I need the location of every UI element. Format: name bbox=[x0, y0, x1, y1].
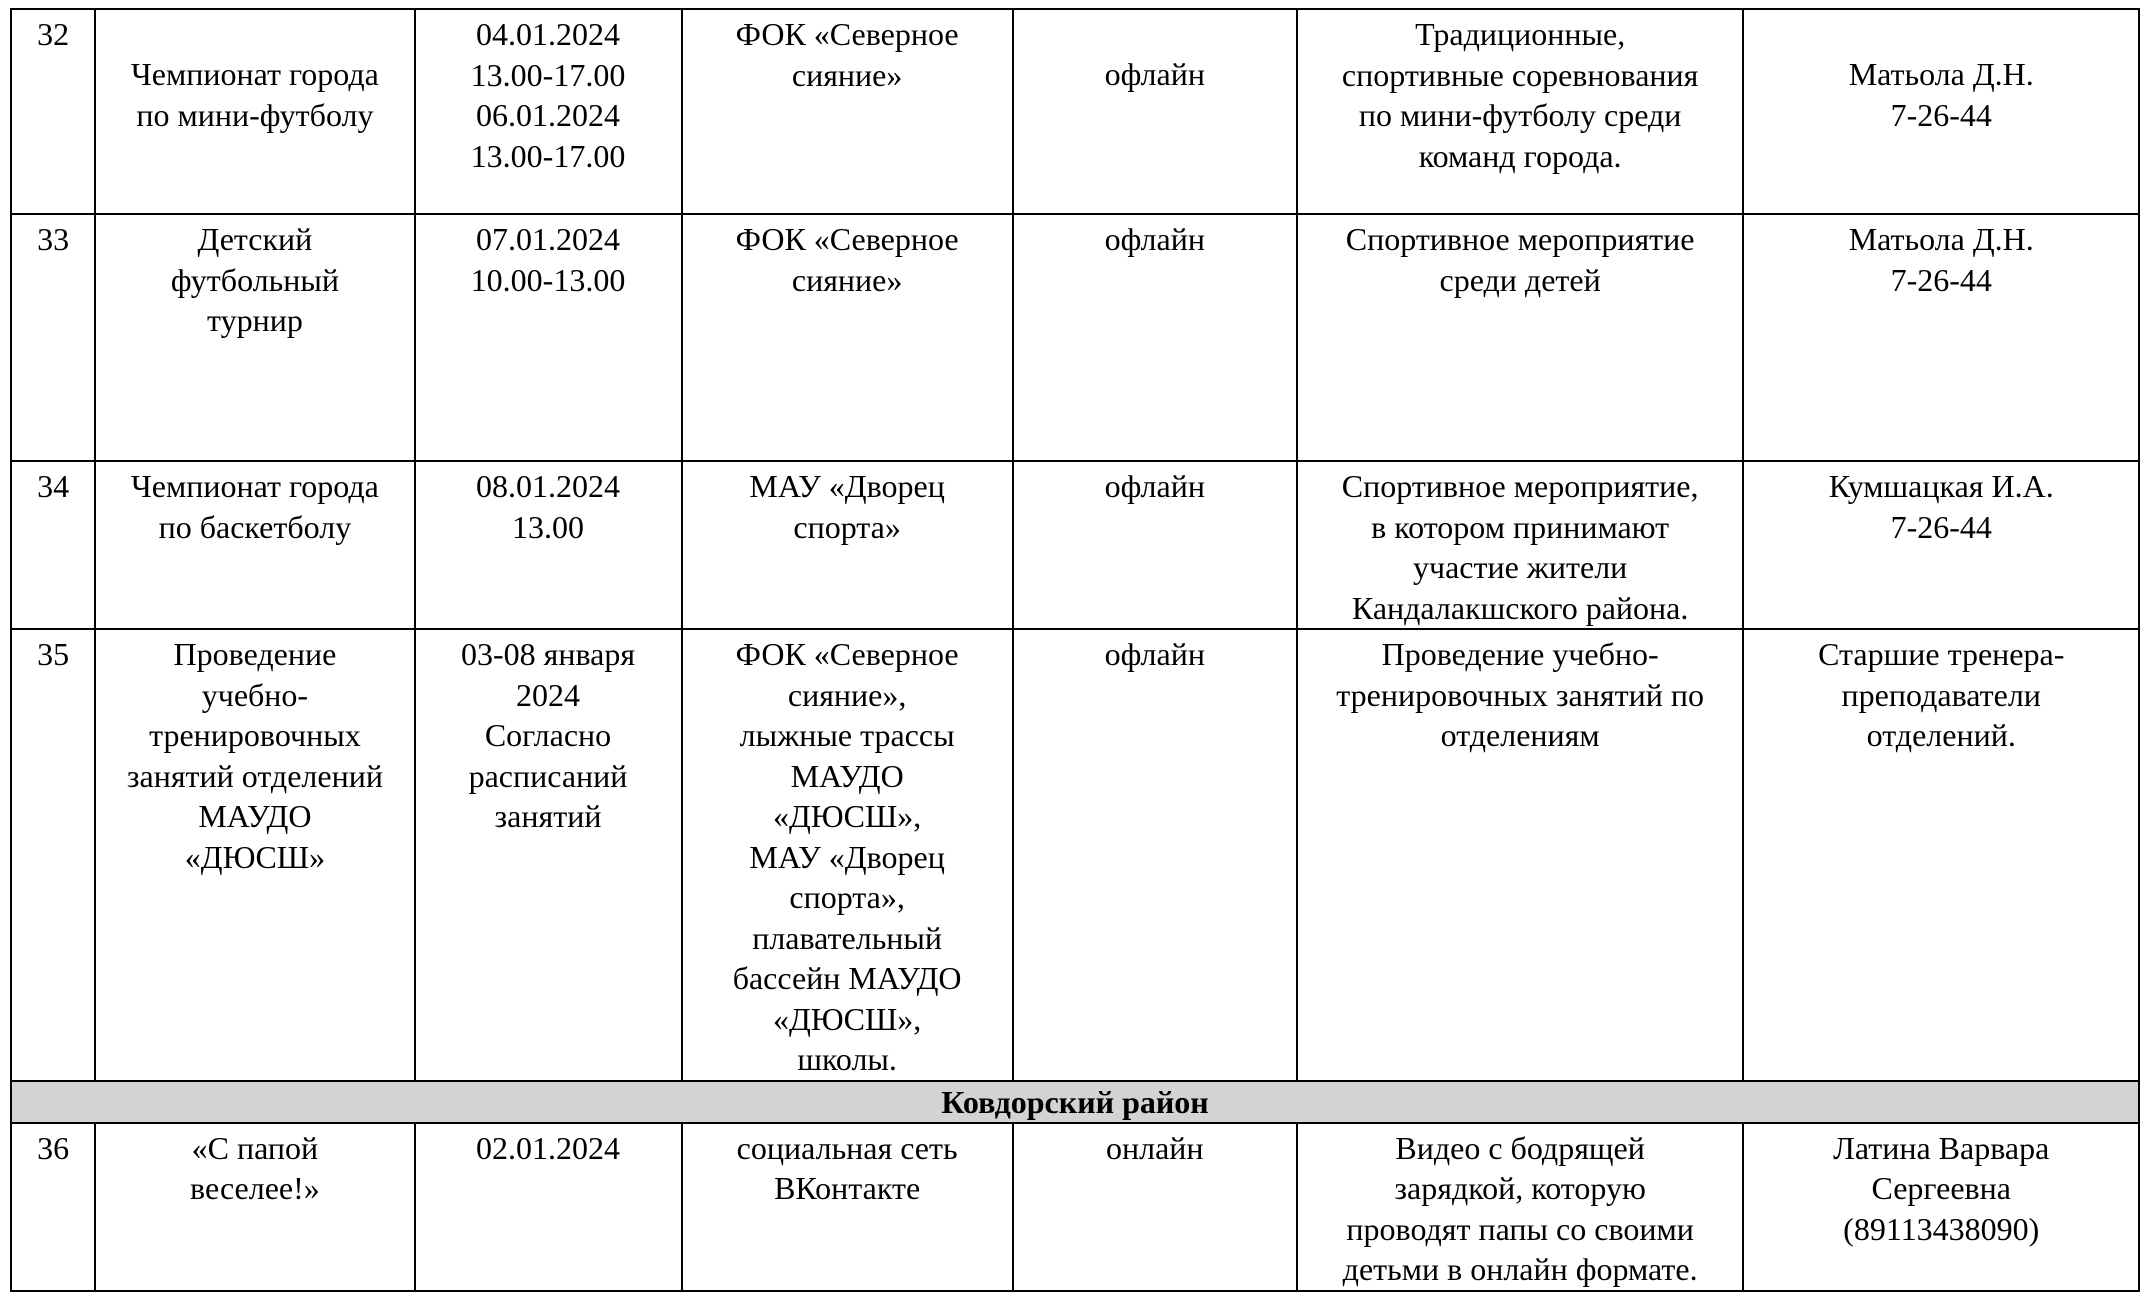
table-row bbox=[11, 1123, 2139, 1291]
event-description: Проведение учебно- тренировочных занятий по отделениям bbox=[1297, 629, 1744, 1081]
event-format: офлайн bbox=[1013, 629, 1297, 1081]
event-format: офлайн bbox=[1013, 214, 1297, 461]
event-name: Проведение учебно- тренировочных занятий отделений МАУДО «ДЮСШ» bbox=[95, 629, 414, 1081]
event-place: МАУ «Дворец спорта» bbox=[682, 461, 1013, 629]
event-description: Спортивное мероприятие среди детей bbox=[1297, 214, 1744, 461]
event-description: Видео с бодрящей зарядкой, которую проводят папы со своими детьми в онлайн формате. bbox=[1297, 1123, 1744, 1291]
table-row bbox=[11, 9, 2139, 214]
table-row bbox=[11, 214, 2139, 461]
events-table bbox=[10, 8, 2140, 1292]
event-place: ФОК «Северное сияние» bbox=[682, 9, 1013, 214]
event-name: Детский футбольный турнир bbox=[95, 214, 414, 461]
row-number: 34 bbox=[11, 461, 95, 629]
row-number: 32 bbox=[11, 9, 95, 214]
event-date: 03-08 января 2024 Согласно расписаний занятий bbox=[415, 629, 682, 1081]
event-place: ФОК «Северное сияние» bbox=[682, 214, 1013, 461]
table-row bbox=[11, 629, 2139, 1081]
event-format: офлайн bbox=[1013, 9, 1297, 214]
event-name: «С папой веселее!» bbox=[95, 1123, 414, 1291]
event-responsible: Матьола Д.Н. 7-26-44 bbox=[1743, 214, 2139, 461]
event-responsible: Латина Варвара Сергеевна (89113438090) bbox=[1743, 1123, 2139, 1291]
event-responsible: Матьола Д.Н. 7-26-44 bbox=[1743, 9, 2139, 214]
event-name: Чемпионат города по мини-футболу bbox=[95, 9, 414, 214]
event-place: социальная сеть ВКонтакте bbox=[682, 1123, 1013, 1291]
section-title: Ковдорский район bbox=[11, 1081, 2139, 1123]
row-number: 36 bbox=[11, 1123, 95, 1291]
event-name: Чемпионат города по баскетболу bbox=[95, 461, 414, 629]
event-date: 04.01.2024 13.00-17.00 06.01.2024 13.00-17.00 bbox=[415, 9, 682, 214]
row-number: 33 bbox=[11, 214, 95, 461]
event-format: офлайн bbox=[1013, 461, 1297, 629]
section-header-row bbox=[11, 1081, 2139, 1123]
event-place: ФОК «Северное сияние», лыжные трассы МАУДО «ДЮСШ», МАУ «Дворец спорта», плавательный бассейн МАУДО «ДЮСШ», школы. bbox=[682, 629, 1013, 1081]
event-description: Спортивное мероприятие, в котором принимают участие жители Кандалакшского района. bbox=[1297, 461, 1744, 629]
event-format: онлайн bbox=[1013, 1123, 1297, 1291]
event-responsible: Кумшацкая И.А. 7-26-44 bbox=[1743, 461, 2139, 629]
event-responsible: Старшие тренера- преподаватели отделений. bbox=[1743, 629, 2139, 1081]
event-date: 07.01.2024 10.00-13.00 bbox=[415, 214, 682, 461]
table-row bbox=[11, 461, 2139, 629]
row-number: 35 bbox=[11, 629, 95, 1081]
event-date: 08.01.2024 13.00 bbox=[415, 461, 682, 629]
event-description: Традиционные, спортивные соревнования по мини-футболу среди команд города. bbox=[1297, 9, 1744, 214]
event-date: 02.01.2024 bbox=[415, 1123, 682, 1291]
